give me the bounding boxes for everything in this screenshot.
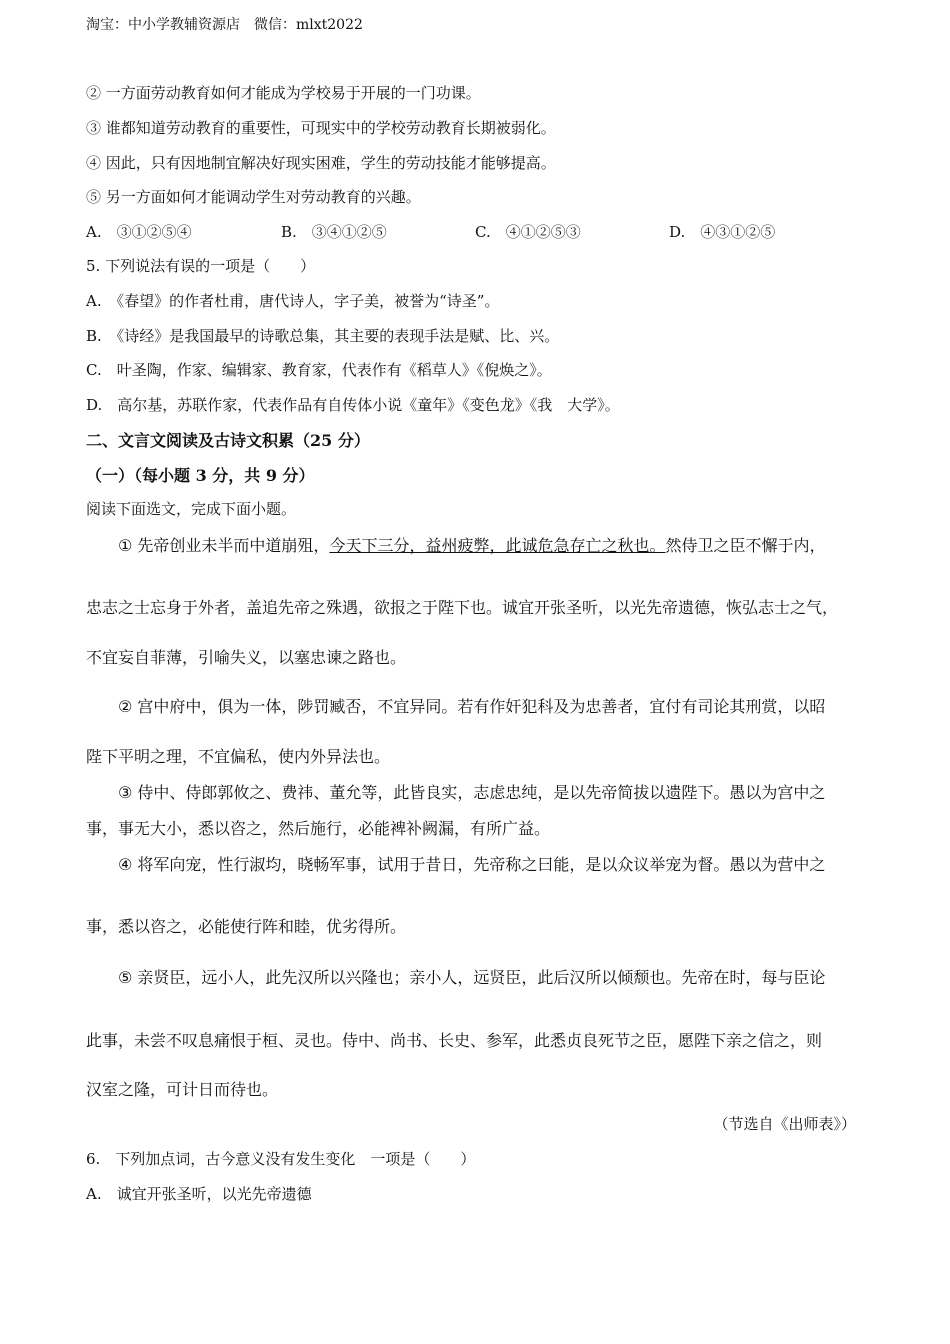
passage-p3-line2: 事，事无大小，悉以咨之，然后施行，必能裨补阙漏，有所广益。 bbox=[86, 819, 551, 838]
passage-p1-line2: 忠志之士忘身于外者，盖追先帝之殊遇，欲报之于陛下也。诚宜开张圣听，以光先帝遗德，恢弘志士之气， bbox=[86, 598, 839, 617]
q5-option-c: C. 叶圣陶，作家、编辑家、教育家，代表作有《稻草人》《倪焕之》。 bbox=[86, 361, 552, 379]
passage-p1-underlined: 今天下三分，益州疲弊，此诚危急存亡之秋也。 bbox=[329, 536, 666, 555]
passage-source: （节选自《出师表》） bbox=[713, 1115, 856, 1133]
page-header: 淘宝：中小学教辅资源店 微信：mlxt2022 bbox=[86, 17, 363, 33]
passage-p3-line1: ③ 侍中、侍郎郭攸之、费祎、董允等，此皆良实，志虑忠纯，是以先帝简拔以遗陛下。愚以为宫中之 bbox=[118, 783, 826, 802]
passage-p1-text-b: 然侍卫之臣不懈于内， bbox=[665, 536, 826, 555]
passage-p2-line2: 陛下平明之理，不宜偏私，使内外异法也。 bbox=[86, 747, 391, 766]
sentence-2: ② 一方面劳动教育如何才能成为学校易于开展的一门功课。 bbox=[86, 84, 481, 102]
q4-option-d: D. ④③①②⑤ bbox=[669, 223, 776, 241]
q4-option-c: C. ④①②⑤③ bbox=[475, 223, 581, 241]
sentence-5: ⑤ 另一方面如何才能调动学生对劳动教育的兴趣。 bbox=[86, 188, 421, 206]
q5-option-b: B. 《诗经》是我国最早的诗歌总集，其主要的表现手法是赋、比、兴。 bbox=[86, 327, 560, 345]
passage-p1-text-a: ① 先帝创业未半而中道崩殂， bbox=[118, 536, 330, 555]
passage-p5-line2: 此事，未尝不叹息痛恨于桓、灵也。侍中、尚书、长史、参军，此悉贞良死节之臣，愿陛下亲之信之，则 bbox=[86, 1031, 823, 1050]
reading-instruction: 阅读下面选文，完成下面小题。 bbox=[86, 500, 297, 518]
q5-stem: 5. 下列说法有误的一项是（ ） bbox=[86, 257, 316, 275]
sentence-3: ③ 谁都知道劳动教育的重要性，可现实中的学校劳动教育长期被弱化。 bbox=[86, 119, 556, 137]
q6-stem: 6. 下列加点词，古今意义没有发生变化 一项是（ ） bbox=[86, 1150, 476, 1168]
passage-p5-line3: 汉室之隆，可计日而待也。 bbox=[86, 1080, 279, 1099]
passage-p1-line1 bbox=[118, 533, 825, 556]
section-2-title: 二、文言文阅读及古诗文积累（25 分） bbox=[86, 431, 370, 450]
q5-option-a: A. 《春望》的作者杜甫，唐代诗人，字子美，被誉为“诗圣”。 bbox=[86, 292, 500, 310]
passage-p4-line2: 事，悉以咨之，必能使行阵和睦，优劣得所。 bbox=[86, 917, 407, 936]
q5-option-d: D. 高尔基，苏联作家，代表作品有自传体小说《童年》《变色龙》《我 大学》。 bbox=[86, 396, 620, 414]
passage-p1-line3: 不宜妄自菲薄，引喻失义，以塞忠谏之路也。 bbox=[86, 648, 407, 667]
q6-option-a: A. 诚宜开张圣听，以光先帝遗德 bbox=[86, 1185, 312, 1203]
q4-option-b: B. ③④①②⑤ bbox=[281, 223, 387, 241]
passage-p4-line1: ④ 将军向宠，性行淑均，晓畅军事，试用于昔日，先帝称之曰能，是以众议举宠为督。愚以为营中之 bbox=[118, 855, 826, 874]
q4-option-a: A. ③①②⑤④ bbox=[86, 223, 192, 241]
passage-p5-line1: ⑤ 亲贤臣，远小人，此先汉所以兴隆也；亲小人，远贤臣，此后汉所以倾颓也。先帝在时，每与臣论 bbox=[118, 968, 826, 987]
sentence-4: ④ 因此，只有因地制宜解决好现实困难，学生的劳动技能才能够提高。 bbox=[86, 154, 556, 172]
passage-p2-line1: ② 宫中府中，俱为一体，陟罚臧否，不宜异同。若有作奸犯科及为忠善者，宜付有司论其刑赏，以昭 bbox=[118, 697, 826, 716]
part-1-title: （一）（每小题 3 分，共 9 分） bbox=[86, 466, 315, 485]
